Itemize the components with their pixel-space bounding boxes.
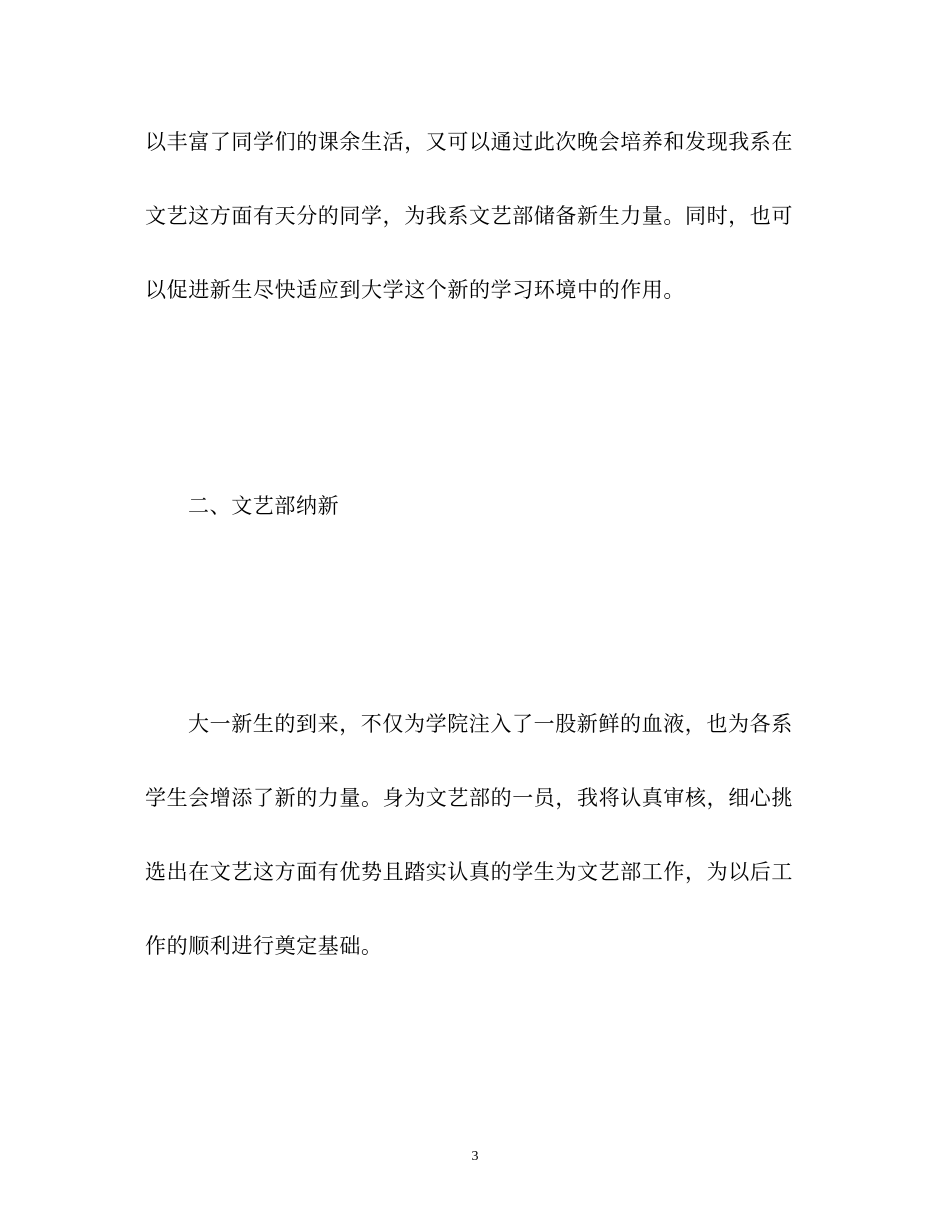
paragraph-2-line-1: 大一新生的到来，不仅为学院注入了一股新鲜的血液，也为各系 [188,712,793,736]
paragraph-2-line-3: 选出在文艺这方面有优势且踏实认真的学生为文艺部工作，为以后工 [145,860,793,884]
paragraph-2-line-4: 作的顺利进行奠定基础。 [145,934,383,958]
paragraph-1-line-2: 文艺这方面有天分的同学，为我系文艺部储备新生力量。同时，也可 [145,204,793,228]
paragraph-1-line-3: 以促进新生尽快适应到大学这个新的学习环境中的作用。 [145,278,685,302]
paragraph-1-line-1: 以丰富了同学们的课余生活，又可以通过此次晚会培养和发现我系在 [145,130,793,154]
section-2-heading: 二、文艺部纳新 [188,494,340,518]
paragraph-2-line-2: 学生会增添了新的力量。身为文艺部的一员，我将认真审核，细心挑 [145,786,793,810]
page-number: 3 [471,1149,479,1164]
